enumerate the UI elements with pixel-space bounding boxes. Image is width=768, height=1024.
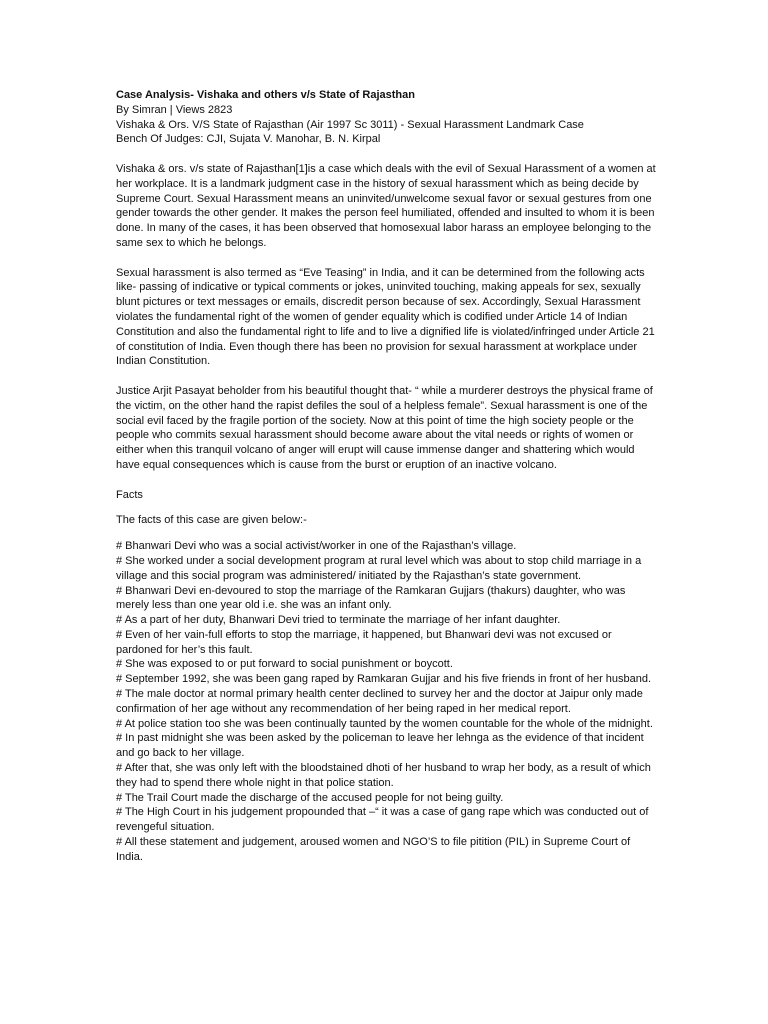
fact-item: # Bhanwari Devi who was a social activist/worker in one of the Rajasthan’s village. [116,540,517,553]
fact-item: # As a part of her duty, Bhanwari Devi tried to terminate the marriage of her infant daughter. [116,614,561,627]
facts-heading: Facts [116,488,143,501]
fact-item: # In past midnight she was been asked by the policeman to leave her lehnga as the evidence of that incident and go back to her village. [116,732,644,760]
document-page [116,88,656,865]
fact-item: # At police station too she was been continually taunted by the women countable for the whole of the midnight. [116,717,653,730]
facts-intro: The facts of this case are given below:- [116,514,307,527]
fact-item: # The male doctor at normal primary health center declined to survey her and the doctor at Jaipur only made confirmation of her age without any recommendation of her being raped in her medical report. [116,688,643,715]
facts-list [116,539,656,865]
bench-of-judges: Bench Of Judges: CJI, Sujata V. Manohar, B. N. Kirpal [116,133,381,146]
paragraph-eve-teasing: Sexual harassment is also termed as “Eve Teasing” in India, and it can be determined from the following acts like- passing of indicative or typical comments or jokes, uninvited touching, making appeals for sex, sexually blunt pictures or text messages or emails, discredit person because of sex. Accordingly, Sexual Harassment violates the fundamental right of the women of gender equality which is codified under Article 14 of Indian Constitution and also the fundamental right to life and to live a dignified life is violated/infringed under Article 21 of constitution of India. Even though there has been no provision for sexual harassment at workplace under Indian Constitution. [116,266,655,368]
fact-item: # All these statement and judgement, aroused women and NGO’S to file pitition (PIL) in Supreme Court of India. [116,836,631,863]
fact-item: # The Trail Court made the discharge of the accused people for not being guilty. [116,791,504,804]
fact-item: # She worked under a social development program at rural level which was about to stop child marriage in a village and this social program was administered/ initiated by the Rajasthan’s state government. [116,554,642,582]
fact-item: # September 1992, she was been gang raped by Ramkaran Gujjar and his five friends in front of her husband. [116,673,652,686]
fact-item: # Even of her vain-full efforts to stop the marriage, it happened, but Bhanwari devi was not excused or pardoned for her’s this fault. [116,628,612,656]
fact-item: # After that, she was only left with the bloodstained dhoti of her husband to wrap her body, as a result of which they had to spend there whole night in that police station. [116,762,651,789]
fact-item: # She was exposed to or put forward to social punishment or boycott. [116,658,453,671]
paragraph-intro: Vishaka & ors. v/s state of Rajasthan[1]is a case which deals with the evil of Sexual Harassment of a women at her workplace. It is a landmark judgment case in the history of sexual harassment which as being decide by Supreme Court. Sexual Harassment means an uninvited/unwelcome sexual favor or sexual gestures from one gender towards the other gender. It makes the person feel humiliated, offended and insulted to whom it is been done. In many of the cases, it has been observed that homosexual labor harass an employee belonging to the same sex to which he belongs. [116,162,656,249]
paragraph-justice-quote: Justice Arjit Pasayat beholder from his beautiful thought that- “ while a murderer destroys the physical frame of the victim, on the other hand the rapist defiles the soul of a helpless female”. Sexual harassment is one of the social evil faced by the fragile portion of the society. Now at this point of time the high society people or the people who commits sexual harassment should become aware about the vital needs or rights of women or either when this tranquil volcano of anger will erupt will cause immense danger and shattering which would have equal consequences which is cause from the burst or eruption of an inactive volcano. [116,384,653,471]
document-header [116,88,656,147]
fact-item: # The High Court in his judgement propounded that –“ it was a case of gang rape which was conducted out of revengeful situation. [116,806,649,834]
case-reference: Vishaka & Ors. V/S State of Rajasthan (Air 1997 Sc 3011) - Sexual Harassment Landmark Case [116,118,584,131]
byline: By Simran | Views 2823 [116,103,233,116]
fact-item: # Bhanwari Devi en-devoured to stop the marriage of the Ramkaran Gujjars (thakurs) daughter, who was merely less than one year old i.e. she was an infant only. [116,584,626,612]
page-title: Case Analysis- Vishaka and others v/s State of Rajasthan [116,89,415,101]
